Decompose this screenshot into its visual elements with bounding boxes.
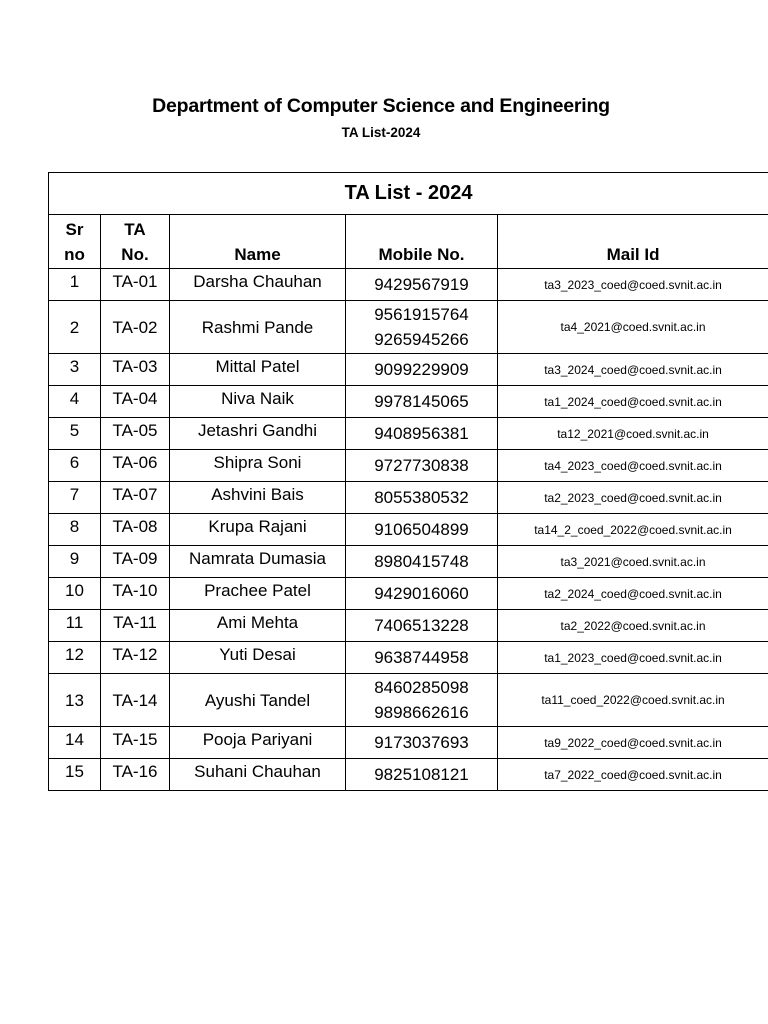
cell-name: Darsha Chauhan (170, 269, 346, 301)
cell-name: Prachee Patel (170, 578, 346, 610)
table-row (49, 418, 768, 450)
table-row (49, 482, 768, 514)
mobile-number: 9173037693 (374, 733, 469, 752)
cell-sr-no: 15 (49, 759, 101, 791)
cell-name: Ayushi Tandel (170, 674, 346, 727)
table-row (49, 578, 768, 610)
cell-name: Yuti Desai (170, 642, 346, 674)
mobile-number: 8460285098 (374, 678, 469, 697)
cell-sr-no: 11 (49, 610, 101, 642)
cell-mobile (346, 578, 498, 610)
mobile-number: 9978145065 (374, 392, 469, 411)
cell-name: Suhani Chauhan (170, 759, 346, 791)
cell-mail: ta4_2021@coed.svnit.ac.in (498, 301, 768, 354)
cell-sr-no: 4 (49, 386, 101, 418)
ta-list-table (48, 172, 768, 791)
cell-ta-no: TA-15 (101, 727, 170, 759)
table-row (49, 386, 768, 418)
cell-ta-no: TA-09 (101, 546, 170, 578)
cell-mobile (346, 642, 498, 674)
cell-mail: ta14_2_coed_2022@coed.svnit.ac.in (498, 514, 768, 546)
mobile-number: 9408956381 (374, 424, 469, 443)
cell-mobile (346, 301, 498, 354)
cell-name: Ashvini Bais (170, 482, 346, 514)
column-header-sr-no: Sr no (49, 215, 101, 269)
mobile-number: 9825108121 (374, 765, 469, 784)
mobile-number: 9561915764 (374, 305, 469, 324)
cell-mail: ta1_2023_coed@coed.svnit.ac.in (498, 642, 768, 674)
page-title: Department of Computer Science and Engineering (152, 95, 610, 117)
cell-mail: ta9_2022_coed@coed.svnit.ac.in (498, 727, 768, 759)
cell-ta-no: TA-16 (101, 759, 170, 791)
cell-mail: ta3_2024_coed@coed.svnit.ac.in (498, 354, 768, 386)
cell-sr-no: 9 (49, 546, 101, 578)
cell-name: Niva Naik (170, 386, 346, 418)
cell-mobile (346, 759, 498, 791)
cell-sr-no: 12 (49, 642, 101, 674)
table-caption: TA List - 2024 (49, 173, 768, 215)
mobile-number: 9429016060 (374, 584, 469, 603)
cell-name: Mittal Patel (170, 354, 346, 386)
cell-name: Shipra Soni (170, 450, 346, 482)
cell-mail: ta12_2021@coed.svnit.ac.in (498, 418, 768, 450)
mobile-number: 8055380532 (374, 488, 469, 507)
cell-ta-no: TA-04 (101, 386, 170, 418)
cell-sr-no: 2 (49, 301, 101, 354)
cell-sr-no: 8 (49, 514, 101, 546)
cell-mail: ta11_coed_2022@coed.svnit.ac.in (498, 674, 768, 727)
table-row (49, 546, 768, 578)
cell-mail: ta2_2022@coed.svnit.ac.in (498, 610, 768, 642)
mobile-number: 9265945266 (374, 330, 469, 349)
cell-mobile (346, 386, 498, 418)
cell-ta-no: TA-02 (101, 301, 170, 354)
mobile-number: 9898662616 (374, 703, 469, 722)
table-row (49, 450, 768, 482)
cell-sr-no: 5 (49, 418, 101, 450)
cell-mail: ta3_2021@coed.svnit.ac.in (498, 546, 768, 578)
cell-mobile (346, 674, 498, 727)
cell-sr-no: 7 (49, 482, 101, 514)
cell-mail: ta3_2023_coed@coed.svnit.ac.in (498, 269, 768, 301)
cell-ta-no: TA-10 (101, 578, 170, 610)
cell-mobile (346, 354, 498, 386)
mobile-number: 9429567919 (374, 275, 469, 294)
table-header-row (49, 215, 768, 269)
column-header-name: Name (170, 215, 346, 269)
cell-ta-no: TA-03 (101, 354, 170, 386)
cell-ta-no: TA-05 (101, 418, 170, 450)
table-row (49, 642, 768, 674)
cell-ta-no: TA-11 (101, 610, 170, 642)
mobile-number: 9099229909 (374, 360, 469, 379)
table-row (49, 514, 768, 546)
cell-mobile (346, 727, 498, 759)
table-row (49, 727, 768, 759)
mobile-number: 7406513228 (374, 616, 469, 635)
cell-mobile (346, 450, 498, 482)
cell-sr-no: 10 (49, 578, 101, 610)
cell-sr-no: 14 (49, 727, 101, 759)
cell-ta-no: TA-12 (101, 642, 170, 674)
cell-mobile (346, 418, 498, 450)
table-body (49, 269, 768, 791)
cell-mail: ta2_2024_coed@coed.svnit.ac.in (498, 578, 768, 610)
column-header-ta-no: TA No. (101, 215, 170, 269)
table-row (49, 610, 768, 642)
cell-mail: ta1_2024_coed@coed.svnit.ac.in (498, 386, 768, 418)
column-header-mobile: Mobile No. (346, 215, 498, 269)
table-row (49, 674, 768, 727)
cell-sr-no: 1 (49, 269, 101, 301)
cell-mail: ta2_2023_coed@coed.svnit.ac.in (498, 482, 768, 514)
cell-name: Pooja Pariyani (170, 727, 346, 759)
page-subtitle: TA List-2024 (341, 125, 421, 140)
mobile-number: 9727730838 (374, 456, 469, 475)
mobile-number: 9638744958 (374, 648, 469, 667)
cell-mobile (346, 546, 498, 578)
cell-name: Jetashri Gandhi (170, 418, 346, 450)
table-row (49, 301, 768, 354)
cell-ta-no: TA-07 (101, 482, 170, 514)
cell-mail: ta4_2023_coed@coed.svnit.ac.in (498, 450, 768, 482)
cell-sr-no: 13 (49, 674, 101, 727)
cell-ta-no: TA-06 (101, 450, 170, 482)
cell-sr-no: 3 (49, 354, 101, 386)
mobile-number: 9106504899 (374, 520, 469, 539)
cell-mobile (346, 269, 498, 301)
mobile-number: 8980415748 (374, 552, 469, 571)
cell-name: Ami Mehta (170, 610, 346, 642)
cell-name: Krupa Rajani (170, 514, 346, 546)
cell-ta-no: TA-08 (101, 514, 170, 546)
cell-name: Namrata Dumasia (170, 546, 346, 578)
cell-mobile (346, 482, 498, 514)
table-row (49, 269, 768, 301)
cell-mail: ta7_2022_coed@coed.svnit.ac.in (498, 759, 768, 791)
cell-ta-no: TA-01 (101, 269, 170, 301)
cell-ta-no: TA-14 (101, 674, 170, 727)
cell-mobile (346, 610, 498, 642)
column-header-mail: Mail Id (498, 215, 768, 269)
table-row (49, 759, 768, 791)
cell-mobile (346, 514, 498, 546)
table-row (49, 354, 768, 386)
cell-name: Rashmi Pande (170, 301, 346, 354)
cell-sr-no: 6 (49, 450, 101, 482)
